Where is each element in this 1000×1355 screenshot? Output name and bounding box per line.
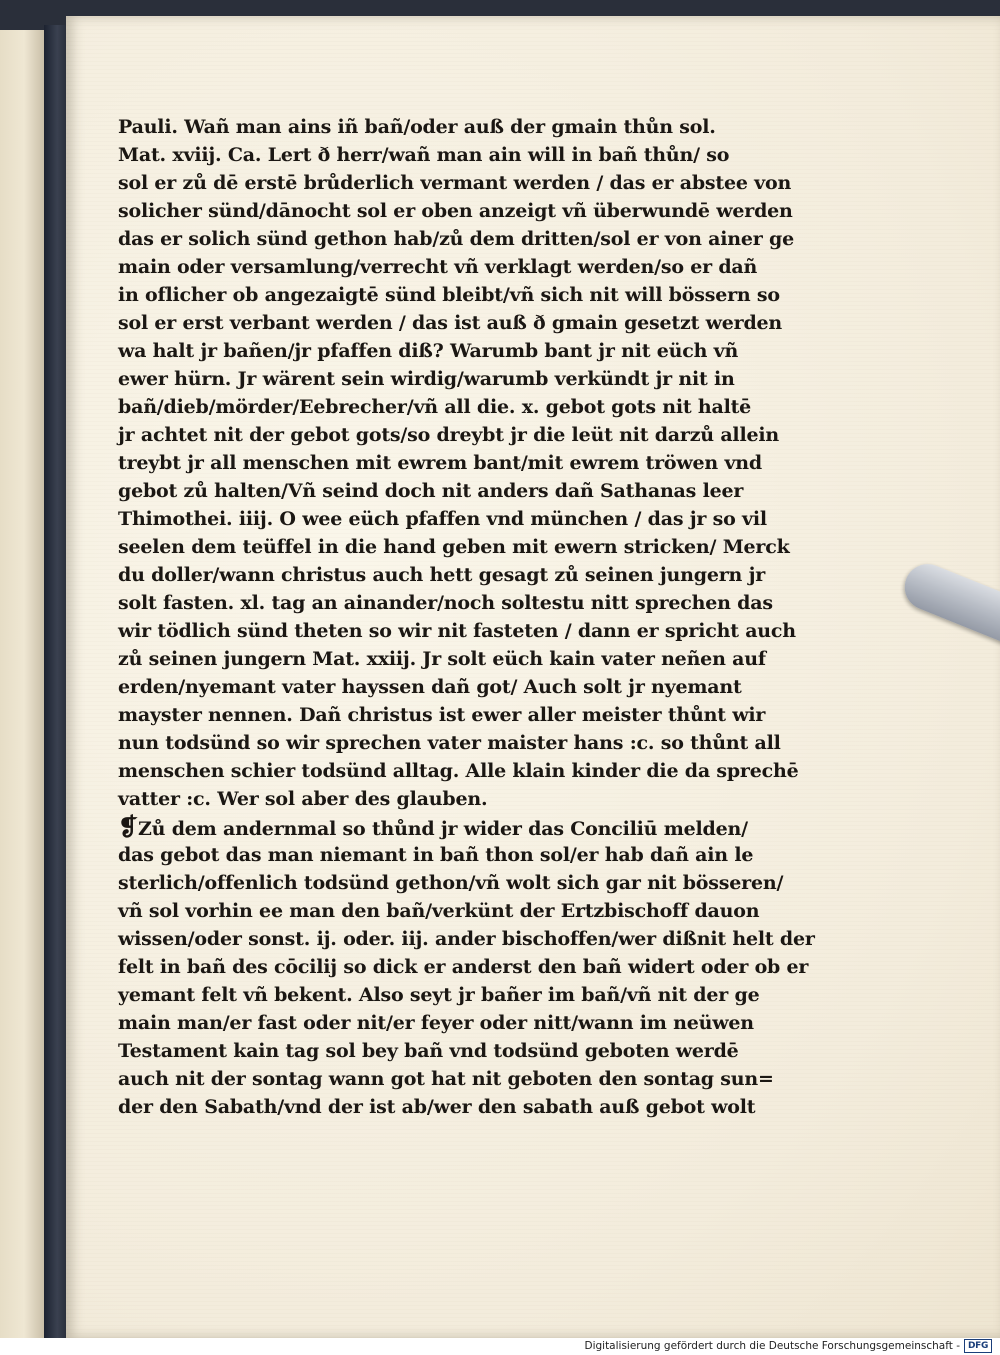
funding-credit: Digitalisierung gefördert durch die Deutsche Forschungsgemeinschaft - [584,1340,960,1352]
text-line-content: sterlich/offenlich todsünd gethon/vñ wolt sich gar nit bösseren/ [118,872,784,894]
text-line-content: mayster nennen. Dañ christus ist ewer aller meister thůnt wir [118,704,766,726]
text-line [118,617,868,645]
text-line-content: sol er erst verbant werden / das ist auß ð gmain gesetzt werden [118,312,783,334]
text-line [118,925,868,953]
text-line [118,953,868,981]
text-line [118,1065,868,1093]
text-line [118,981,868,1009]
text-line [118,645,868,673]
text-line [118,1037,868,1065]
text-line [118,449,868,477]
text-line [118,225,868,253]
page-text [118,113,868,1121]
text-line-content: gebot zů halten/Vñ seind doch nit anders dañ Sathanas leer [118,480,744,502]
text-line-content: auch nit der sontag wann got hat nit geboten den sontag sun= [118,1068,774,1090]
pilcrow-mark: ❡ [118,812,138,841]
text-line-content: main man/er fast oder nit/er feyer oder nitt/wann im neüwen [118,1012,754,1034]
text-line [118,197,868,225]
text-line-content: wir tödlich sünd theten so wir nit fasteten / dann er spricht auch [118,620,796,642]
text-line [118,421,868,449]
book-gutter [44,25,66,1338]
text-line [118,281,868,309]
text-line-content: in oflicher ob angezaigtē sünd bleibt/vñ sich nit will bössern so [118,284,780,306]
text-line-content: Testament kain tag sol bey bañ vnd todsünd geboten werdē [118,1040,739,1062]
text-line [118,561,868,589]
text-line [118,533,868,561]
text-line [118,673,868,701]
text-line [118,589,868,617]
text-line [118,841,868,869]
text-line-content: menschen schier todsünd alltag. Alle klain kinder die da sprechē [118,760,799,782]
text-line [118,505,868,533]
text-line-content: solicher sünd/dānocht sol er oben anzeigt vñ überwundē werden [118,200,793,222]
text-line [118,337,868,365]
text-line [118,365,868,393]
text-line [118,869,868,897]
text-line-content: Pauli. Wañ man ains iñ bañ/oder auß der gmain thůn sol. [118,116,716,138]
text-line-content: bañ/dieb/mörder/Eebrecher/vñ all die. x. gebot gots nit haltē [118,396,752,418]
text-line [118,169,868,197]
text-line [118,309,868,337]
previous-page-edge [0,30,46,1338]
text-line [118,897,868,925]
text-line-content: Thimothei. iiij. O wee eüch pfaffen vnd münchen / das jr so vil [118,508,767,530]
dfg-logo: DFG [964,1339,992,1353]
text-line [118,785,868,813]
text-line [118,701,868,729]
text-line [118,1009,868,1037]
text-line [118,729,868,757]
text-line-content: zů seinen jungern Mat. xxiij. Jr solt eüch kain vater neñen auf [118,648,766,670]
text-line-content: treybt jr all menschen mit ewrem bant/mit ewrem tröwen vnd [118,452,763,474]
text-line [118,1093,868,1121]
text-line-content: yemant felt vñ bekent. Also seyt jr bañer im bañ/vñ nit der ge [118,984,760,1006]
text-line [118,477,868,505]
text-line-content: jr achtet nit der gebot gots/so dreybt jr die leüt nit darzů allein [118,424,779,446]
text-line [118,253,868,281]
text-line [118,813,868,841]
text-line-content: erden/nyemant vater hayssen dañ got/ Auch solt jr nyemant [118,676,742,698]
text-line-content: seelen dem teüffel in die hand geben mit ewern stricken/ Merck [118,536,790,558]
text-line [118,757,868,785]
text-line-content: nun todsünd so wir sprechen vater maister hans :c. so thůnt all [118,732,781,754]
text-line-content: wissen/oder sonst. ij. oder. iij. ander bischoffen/wer dißnit helt der [118,928,815,950]
text-line-content: Zů dem andernmal so thůnd jr wider das Conciliū melden/ [138,818,748,840]
text-line-content: der den Sabath/vnd der ist ab/wer den sabath auß gebot wolt [118,1096,756,1118]
text-line-content: Mat. xviij. Ca. Lert ð herr/wañ man ain will in bañ thůn/ so [118,144,730,166]
text-line-content: sol er zů dē erstē brůderlich vermant werden / das er abstee von [118,172,792,194]
text-line-content: vatter :c. Wer sol aber des glauben. [118,788,488,810]
text-line-content: das gebot das man niemant in bañ thon sol/er hab dañ ain le [118,844,754,866]
text-line [118,113,868,141]
text-line-content: vñ sol vorhin ee man den bañ/verkünt der Ertzbischoff dauon [118,900,760,922]
text-line-content: main oder versamlung/verrecht vñ verklagt werden/so er dañ [118,256,758,278]
text-line-content: wa halt jr bañen/jr pfaffen diß? Warumb bant jr nit eüch vñ [118,340,739,362]
footer-bar [0,1338,1000,1355]
book-page [66,16,1000,1338]
text-line-content: ewer hürn. Jr wärent sein wirdig/warumb verkündt jr nit in [118,368,735,390]
text-line-content: du doller/wann christus auch hett gesagt zů seinen jungern jr [118,564,766,586]
text-line [118,141,868,169]
text-line-content: das er solich sünd gethon hab/zů dem dritten/sol er von ainer ge [118,228,794,250]
text-line-content: felt in bañ des cōcilij so dick er anderst den bañ widert oder ob er [118,956,809,978]
text-line-content: solt fasten. xl. tag an ainander/noch soltestu nitt sprechen das [118,592,773,614]
text-line [118,393,868,421]
